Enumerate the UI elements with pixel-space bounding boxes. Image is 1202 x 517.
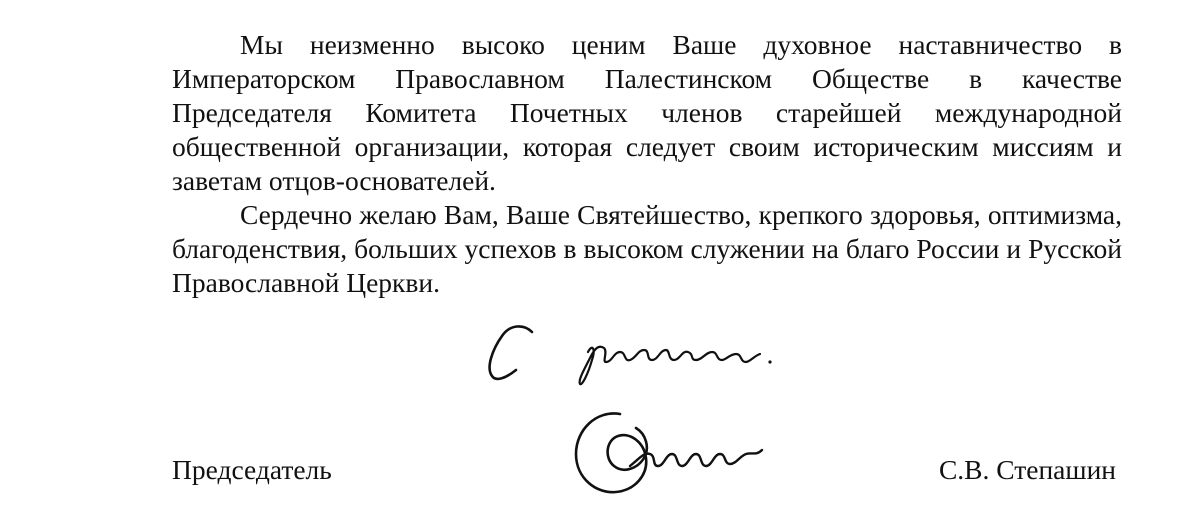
signatory-position: Председатель (172, 454, 332, 485)
letter-paragraph-2: Сердечно желаю Вам, Ваше Святейшество, крепкого здоровья, оптимизма, благоденствия, больших успехов в высоком служении на благо России и Русской Православной Церкви. (172, 199, 1122, 298)
handwritten-closing-word (580, 347, 760, 384)
signature-scrawl (630, 450, 762, 466)
handwritten-period (768, 360, 771, 363)
signatory-name: С.В. Степашин (938, 454, 1116, 485)
letter-paragraph-1: Мы неизменно высоко ценим Ваше духовное наставничество в Императорском Православном Палестинском Обществе в качестве Председателя Комитета Почетных членов старейшей международной общественной организации, которая следует своим историческим миссиям и заветам отцов-основателей. (172, 29, 1122, 196)
signature-flourish (576, 413, 647, 492)
letter-body (172, 28, 1122, 300)
handwritten-signature (480, 318, 800, 508)
handwritten-closing-c (490, 326, 532, 378)
